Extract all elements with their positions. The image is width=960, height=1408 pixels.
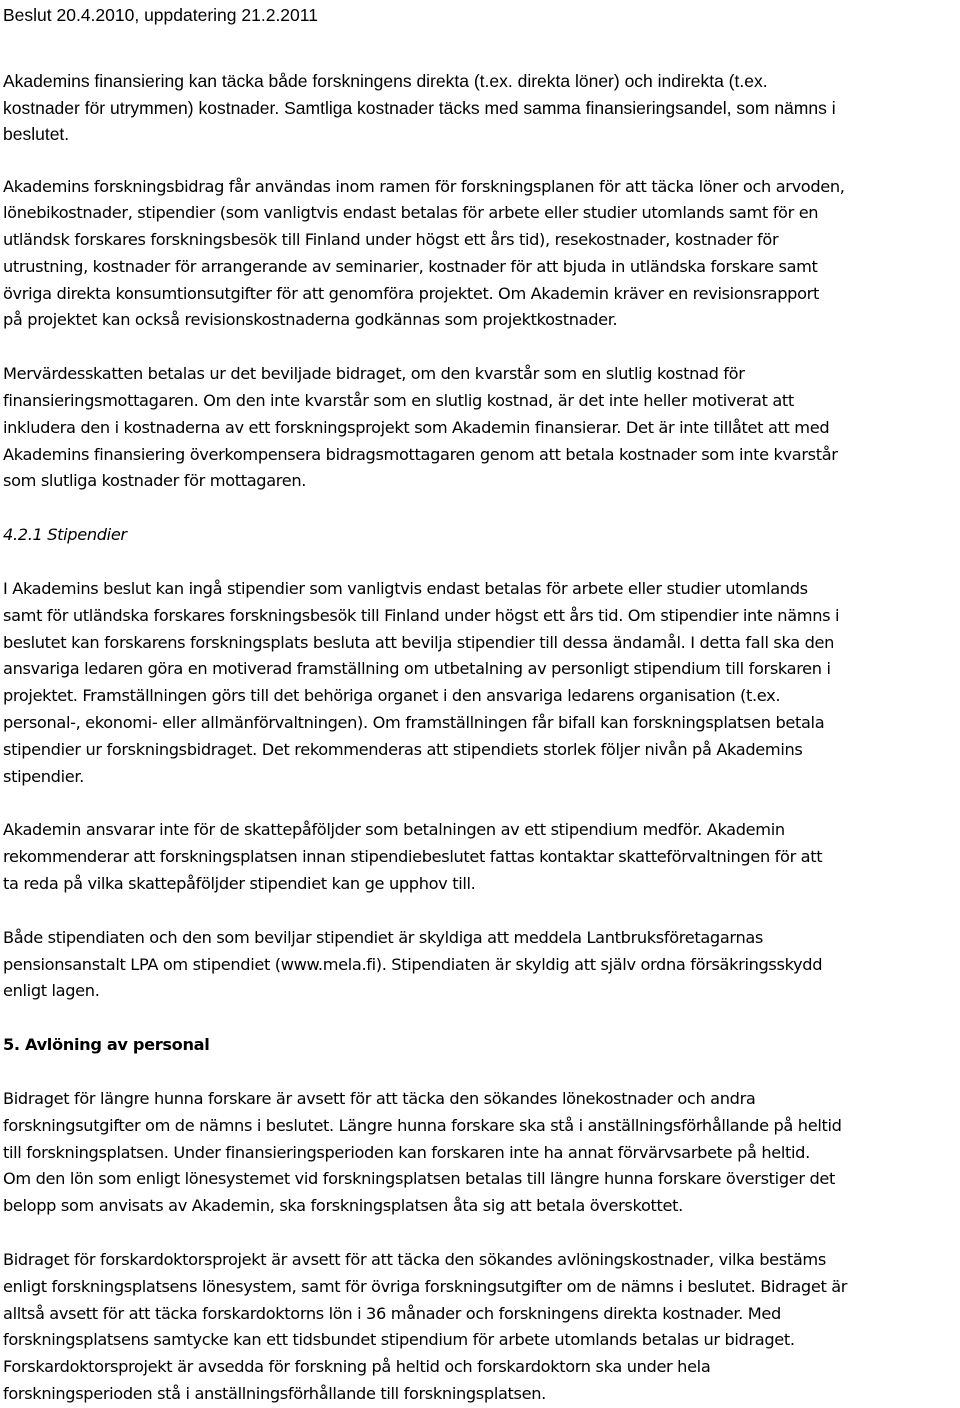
stipends-paragraph-2 [3, 817, 958, 897]
text-line: lönebikostnader, stipendier (som vanligtvis endast betalas för arbete eller studier utomlands samt för en [3, 203, 819, 223]
text-line: övriga direkta konsumtionsutgifter för att genomföra projektet. Om Akademin kräver en revisionsrapport [3, 283, 819, 303]
salary-paragraph-1 [3, 1086, 958, 1220]
intro-paragraph [3, 68, 958, 148]
costs-paragraph-1 [3, 174, 958, 335]
text-line: Både stipendiaten och den som beviljar stipendiet är skyldiga att meddela Lantbruksföretagarnas [3, 927, 764, 947]
text-line: rekommenderar att forskningsplatsen innan stipendiebeslutet fattas kontaktar skatteförvaltningen för att [3, 847, 823, 867]
text-line: Akademins forskningsbidrag får användas inom ramen för forskningsplanen för att täcka löner och arvoden, [3, 176, 845, 196]
text-line: enligt forskningsplatsens lönesystem, samt för övriga forskningsutgifter om de nämns i beslutet. Bidraget är [3, 1276, 848, 1296]
text-line: Bidraget för längre hunna forskare är avsett för att täcka den sökandes lönekostnader och andra [3, 1089, 756, 1109]
text-line: som slutliga kostnader för mottagaren. [3, 471, 307, 491]
text-line: kostnader för utrymmen) kostnader. Samtliga kostnader täcks med samma finansieringsandel, som nämns i [3, 97, 836, 118]
text-line: I Akademins beslut kan ingå stipendier som vanligtvis endast betalas för arbete eller studier utomlands [3, 579, 808, 599]
stipends-paragraph-1 [3, 576, 958, 790]
text-line: enligt lagen. [3, 981, 100, 1001]
text-line: samt för utländska forskares forskningsbesök till Finland under högst ett års tid. Om stipendier inte nämns i [3, 605, 840, 625]
text-line: finansieringsmottagaren. Om den inte kvarstår som en slutlig kostnad, är det inte heller motiverat att [3, 391, 794, 411]
text-line: Akademin ansvarar inte för de skattepåföljder som betalningen av ett stipendium medför. Akademin [3, 820, 785, 840]
text-line: ta reda på vilka skattepåföljder stipendiet kan ge upphov till. [3, 874, 476, 894]
text-line: Bidraget för forskardoktorsprojekt är avsett för att täcka den sökandes avlöningskostnader, vilka bestäms [3, 1250, 826, 1269]
document-page [3, 0, 958, 1408]
text-line: på projektet kan också revisionskostnaderna godkännas som projektkostnader. [3, 310, 618, 330]
text-line: Om den lön som enligt lönesystemet vid forskningsplatsen betalas till längre hunna forskare överstiger det [3, 1169, 835, 1189]
text-line: forskningsperioden stå i anställningsförhållande till forskningsplatsen. [3, 1383, 546, 1403]
stipends-paragraph-3 [3, 925, 958, 1005]
text-line: stipendier. [3, 766, 84, 786]
text-line: projektet. Framställningen görs till det behöriga organet i den ansvariga ledarens organisation (t.ex. [3, 686, 781, 706]
text-line: Akademins finansiering överkompensera bidragsmottagaren genom att betala kostnader som inte kvarstår [3, 444, 838, 464]
text-line: Mervärdesskatten betalas ur det beviljade bidraget, om den kvarstår som en slutlig kostnad för [3, 364, 745, 384]
text-line: pensionsanstalt LPA om stipendiet (www.mela.fi). Stipendiaten är skyldig att själv ordna försäkringsskydd [3, 954, 823, 974]
text-line: Akademins finansiering kan täcka både forskningens direkta (t.ex. direkta löner) och indirekta (t.ex. [3, 71, 768, 91]
text-line: till forskningsplatsen. Under finansieringsperioden kan forskaren inte ha annat förvärvsarbete på heltid. [3, 1142, 810, 1162]
text-line: inkludera den i kostnaderna av ett forskningsprojekt som Akademin finansierar. Det är inte tillåtet att med [3, 417, 830, 437]
text-line: utländsk forskares forskningsbesök till Finland under högst ett års tid), resekostnader, kostnader för [3, 230, 779, 250]
salary-heading: 5. Avlöning av personal [3, 1035, 210, 1055]
text-line: beslutet. [3, 124, 70, 144]
text-line: personal-, ekonomi- eller allmänförvaltningen). Om framställningen får bifall kan forskningsplatsen betala [3, 713, 825, 733]
decision-date-header: Beslut 20.4.2010, uppdatering 21.2.2011 [3, 5, 318, 25]
vat-paragraph [3, 361, 958, 495]
text-line: forskningsutgifter om de nämns i beslutet. Längre hunna forskare ska stå i anställningsförhållande på heltid [3, 1115, 842, 1135]
text-line: stipendier ur forskningsbidraget. Det rekommenderas att stipendiets storlek följer nivån på Akademins [3, 739, 803, 759]
salary-paragraph-2 [3, 1247, 958, 1408]
text-line: beslutet kan forskarens forskningsplats besluta att bevilja stipendier till dessa ändamål. I detta fall ska den [3, 632, 835, 652]
text-line: belopp som anvisats av Akademin, ska forskningsplatsen åta sig att betala överskottet. [3, 1196, 683, 1216]
text-line: ansvariga ledaren göra en motiverad framställning om utbetalning av personligt stipendium till forskaren i [3, 659, 831, 679]
text-line: Forskardoktorsprojekt är avsedda för forskning på heltid och forskardoktorn ska under hela [3, 1357, 711, 1377]
stipends-heading: 4.2.1 Stipendier [3, 525, 127, 545]
text-line: alltså avsett för att täcka forskardoktorns lön i 36 månader och forskningens direkta kostnader. Med [3, 1303, 781, 1323]
text-line: forskningsplatsens samtycke kan ett tidsbundet stipendium för arbete utomlands betalas ur bidraget. [3, 1330, 795, 1350]
text-line: utrustning, kostnader för arrangerande av seminarier, kostnader för att bjuda in utländska forskare samt [3, 256, 818, 276]
